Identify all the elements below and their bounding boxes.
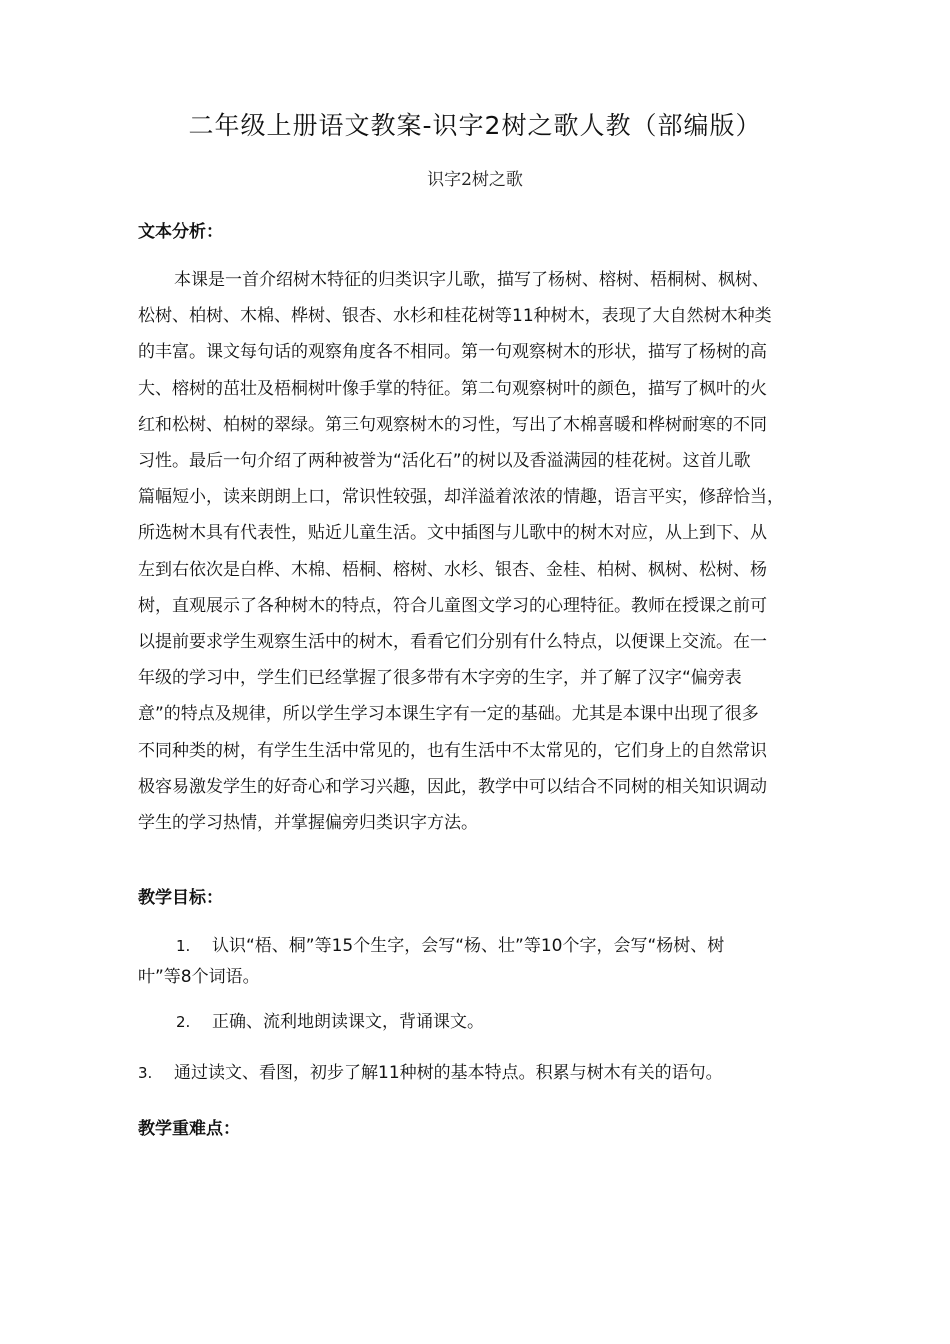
analysis-heading: 文本分析：: [138, 222, 223, 242]
document-title: 二年级上册语文教案-识字2树之歌人教（部编版）: [188, 111, 762, 140]
analysis-line: 习性。最后一句介绍了两种被誉为“活化石”的树以及香溢满园的桂花树。这首儿歌: [138, 451, 751, 472]
analysis-line: 的丰富。课文每句话的观察角度各不相同。第一句观察树木的形状，描写了杨树的高: [138, 342, 767, 363]
analysis-line: 红和松树、柏树的翠绿。第三句观察树木的习性，写出了木棉喜暖和桦树耐寒的不同: [138, 414, 767, 435]
analysis-line: 松树、柏树、木棉、桦树、银杏、水杉和桂花树等11种树木，表现了大自然树木种类: [138, 306, 772, 327]
lesson-subtitle: 识字2树之歌: [427, 170, 523, 190]
analysis-line: 篇幅短小，读来朗朗上口，常识性较强，却洋溢着浓浓的情趣，语言平实，修辞恰当，: [138, 487, 784, 508]
analysis-line: 年级的学习中，学生们已经掌握了很多带有木字旁的生字，并了解了汉字“偏旁表: [138, 668, 742, 689]
goal-text: 正确、流利地朗读课文，背诵课文。: [212, 1012, 484, 1032]
analysis-line: 以提前要求学生观察生活中的树木，看看它们分别有什么特点，以便课上交流。在一: [138, 632, 767, 653]
analysis-line: 学生的学习热情，并掌握偏旁归类识字方法。: [138, 813, 478, 834]
goal-number: 2.: [176, 1013, 191, 1031]
goal-text: 通过读文、看图，初步了解11种树的基本特点。积累与树木有关的语句。: [174, 1063, 723, 1083]
analysis-line: 树，直观展示了各种树木的特点，符合儿童图文学习的心理特征。教师在授课之前可: [138, 595, 767, 616]
goal-text-continued: 叶”等8个词语。: [138, 967, 260, 987]
analysis-line: 大、榕树的茁壮及梧桐树叶像手掌的特征。第二句观察树叶的颜色，描写了枫叶的火: [138, 378, 767, 399]
analysis-line: 左到右依次是白桦、木棉、梧桐、榕树、水杉、银杏、金桂、柏树、枫树、松树、杨: [138, 559, 767, 580]
goal-number: 1.: [176, 937, 191, 955]
goal-item-1: [176, 930, 724, 962]
analysis-paragraph: [138, 262, 822, 841]
analysis-line: 所选树木具有代表性，贴近儿童生活。文中插图与儿歌中的树木对应，从上到下、从: [138, 523, 767, 544]
goals-heading: 教学目标：: [138, 888, 223, 908]
goal-item-3: [138, 1057, 723, 1089]
goal-text: 认识“梧、桐”等15个生字，会写“杨、壮”等10个字，会写“杨树、树: [212, 936, 725, 956]
goal-item-2: [176, 1006, 484, 1038]
analysis-line: 不同种类的树，有学生生活中常见的，也有生活中不太常见的，它们身上的自然常识: [138, 740, 767, 761]
goal-item-1-continued: [138, 961, 260, 993]
goal-number: 3.: [138, 1064, 153, 1082]
analysis-line: 本课是一首介绍树木特征的归类识字儿歌，描写了杨树、榕树、梧桐树、枫树、: [174, 270, 769, 290]
analysis-line: 极容易激发学生的好奇心和学习兴趣，因此，教学中可以结合不同树的相关知识调动: [138, 776, 767, 797]
analysis-line: 意”的特点及规律，所以学生学习本课生字有一定的基础。尤其是本课中出现了很多: [138, 704, 759, 725]
difficulty-heading: 教学重难点：: [138, 1119, 240, 1139]
